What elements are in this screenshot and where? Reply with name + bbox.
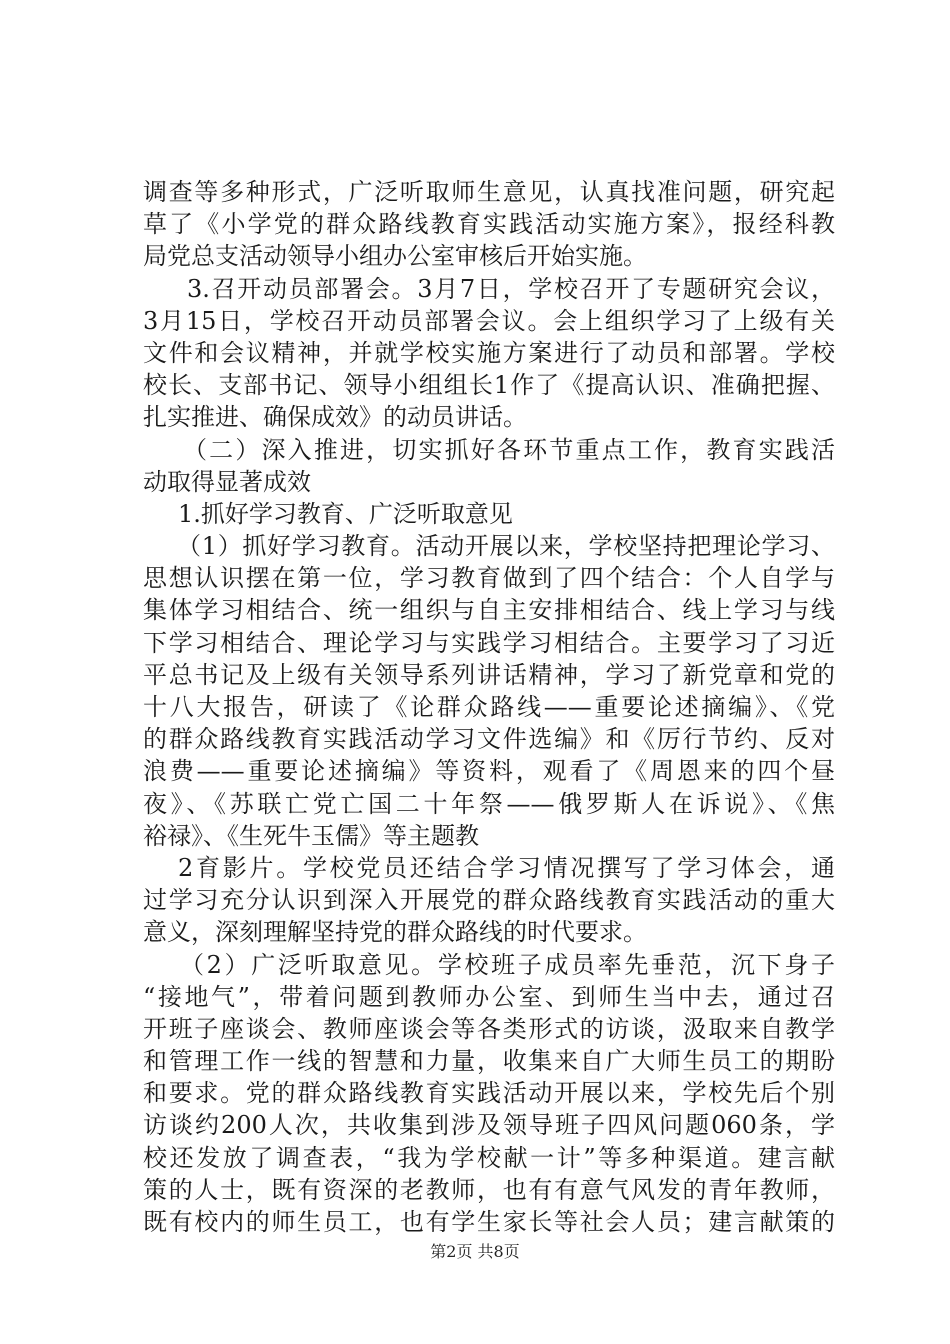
text-line: 文件和会议精神，并就学校实施方案进行了动员和部署。学校 xyxy=(143,338,835,367)
text-line: 校长、支部书记、领导小组组长1作了《提高认识、准确把握、 xyxy=(143,371,835,400)
text-line: 开班子座谈会、教师座谈会等各类形式的访谈，汲取来自教学 xyxy=(143,1014,835,1043)
text-line: 思想认识摆在第一位，学习教育做到了四个结合：个人自学与 xyxy=(143,564,835,593)
text-line: 动取得显著成效 xyxy=(143,467,311,496)
text-line: 访谈约200人次，共收集到涉及领导班子四风问题060条，学 xyxy=(143,1111,835,1140)
text-line: 和要求。党的群众路线教育实践活动开展以来，学校先后个别 xyxy=(143,1079,835,1108)
text-line: 夜》、《苏联亡党亡国二十年祭——俄罗斯人在诉说》、《焦 xyxy=(143,789,835,818)
text-line: 扎实推进、确保成效》的动员讲话。 xyxy=(143,403,527,432)
text-line: 3.召开动员部署会。3月7日，学校召开了专题研究会议， xyxy=(187,274,835,303)
text-line: 校还发放了调查表，“我为学校献一计”等多种渠道。建言献 xyxy=(143,1143,835,1172)
text-line: 局党总支活动领导小组办公室审核后开始实施。 xyxy=(143,242,647,271)
text-line: 2育影片。学校党员还结合学习情况撰写了学习体会，通 xyxy=(178,853,835,882)
page-footer: 第2页 共8页 xyxy=(430,1242,520,1261)
document-body xyxy=(143,176,835,1238)
text-line: 草了《小学党的群众路线教育实践活动实施方案》，报经科教 xyxy=(143,210,835,239)
text-line: 3月15日，学校召开动员部署会议。会上组织学习了上级有关 xyxy=(143,306,835,335)
text-line: 和管理工作一线的智慧和力量，收集来自广大师生员工的期盼 xyxy=(143,1047,835,1076)
text-line: 平总书记及上级有关领导系列讲话精神，学习了新党章和党的 xyxy=(143,660,835,689)
text-line: 1.抓好学习教育、广泛听取意见 xyxy=(178,499,513,528)
text-line: 过学习充分认识到深入开展党的群众路线教育实践活动的重大 xyxy=(143,886,835,915)
text-line: 意义，深刻理解坚持党的群众路线的时代要求。 xyxy=(143,918,647,947)
text-line: （1）抓好学习教育。活动开展以来，学校坚持把理论学习、 xyxy=(177,532,835,561)
text-line: 裕禄》、《生死牛玉儒》等主题教 xyxy=(143,821,479,850)
text-line: （二）深入推进，切实抓好各环节重点工作，教育实践活 xyxy=(183,435,835,464)
text-line: 的群众路线教育实践活动学习文件选编》和《厉行节约、反对 xyxy=(143,725,835,754)
text-line: 下学习相结合、理论学习与实践学习相结合。主要学习了习近 xyxy=(143,628,835,657)
text-line: 调查等多种形式，广泛听取师生意见，认真找准问题，研究起 xyxy=(143,178,835,206)
text-line: 浪费——重要论述摘编》等资料，观看了《周恩来的四个昼 xyxy=(143,757,835,786)
text-line: 集体学习相结合、统一组织与自主安排相结合、线上学习与线 xyxy=(143,596,835,625)
text-line: 十八大报告，研读了《论群众路线——重要论述摘编》、《党 xyxy=(143,693,835,721)
text-line: （2）广泛听取意见。学校班子成员率先垂范，沉下身子 xyxy=(180,950,835,979)
text-line: 既有校内的师生员工，也有学生家长等社会人员；建言献策的 xyxy=(143,1208,835,1236)
text-line: 策的人士，既有资深的老教师，也有有意气风发的青年教师， xyxy=(143,1175,835,1204)
text-line: “接地气”，带着问题到教师办公室、到师生当中去，通过召 xyxy=(143,982,835,1011)
